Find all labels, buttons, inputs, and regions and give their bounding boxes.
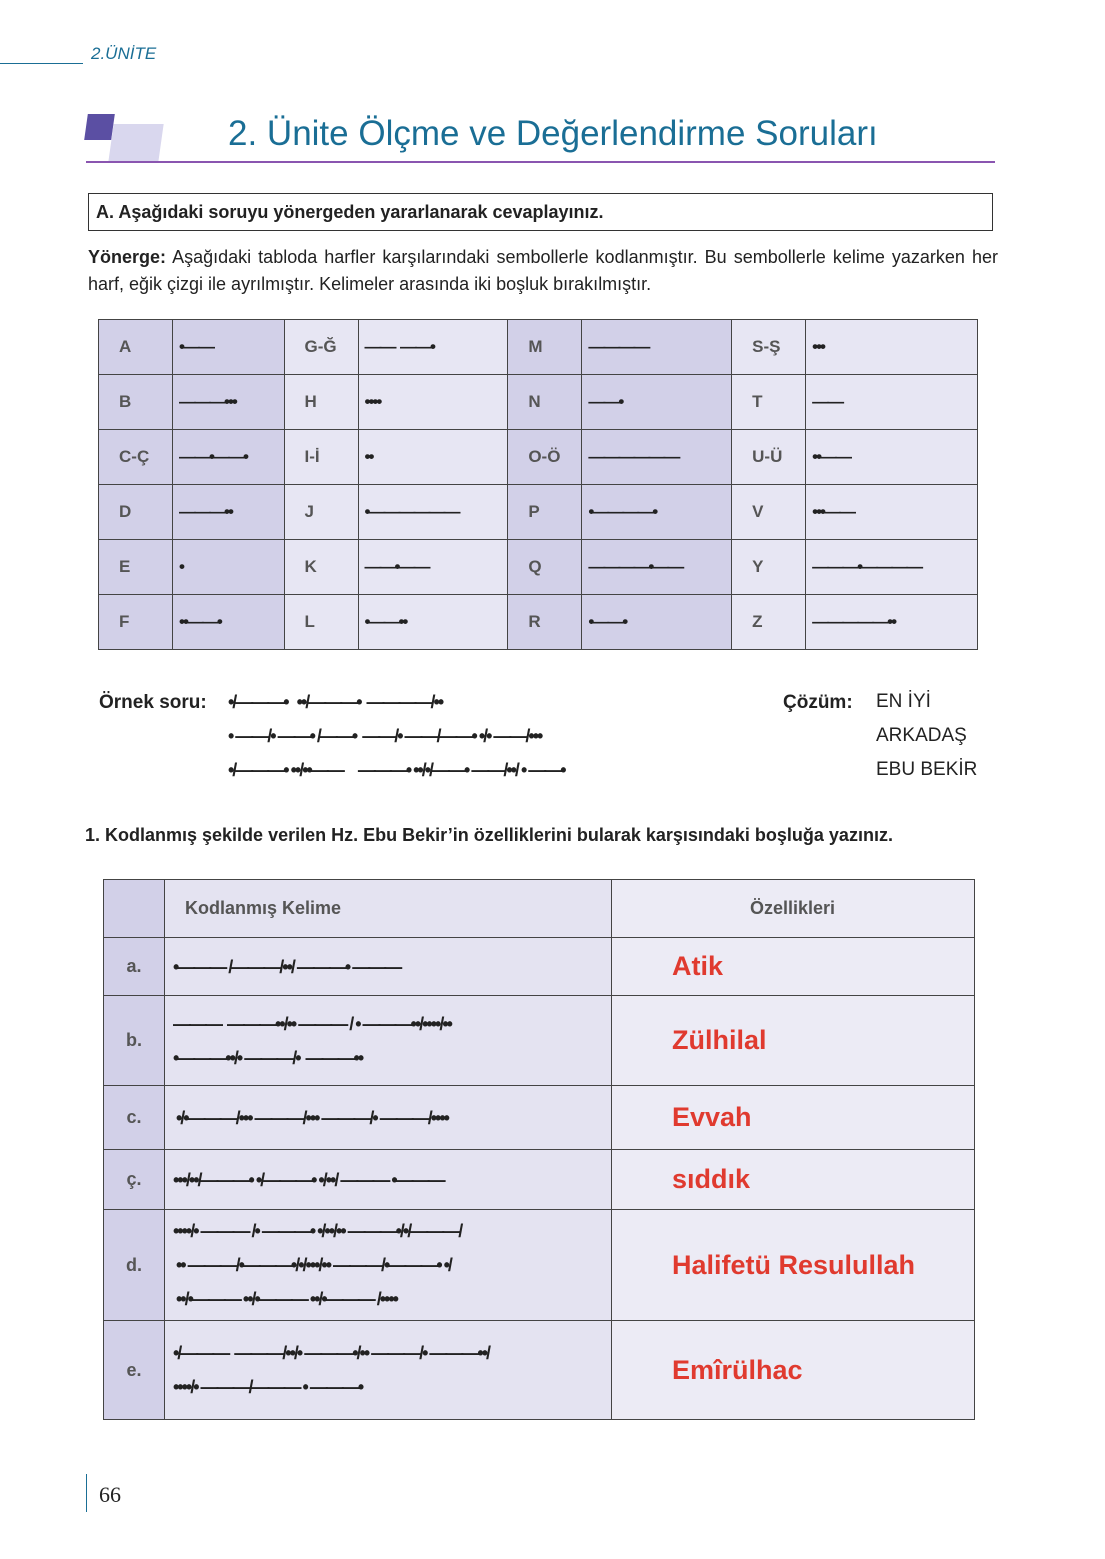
symbol-cell: —————— [582, 430, 732, 485]
letter-cell: B [99, 375, 173, 430]
page-number: 66 [99, 1482, 121, 1507]
letter-cell: U-Ü [732, 430, 806, 485]
symbol-cell: ———•• [173, 485, 285, 540]
table-row [104, 1086, 975, 1150]
coded-line: ••••/• ——— /• ———• •/••/•• ———•/•/———/ [173, 1221, 462, 1241]
coded-line: •———••/• ———/• ———•• [173, 1047, 363, 1068]
coded-line: ••/•——— ••/•——— ••/•——— /•••• [173, 1289, 397, 1309]
answer-cell[interactable]: Atik [612, 938, 975, 996]
example-code-line: •/———• ••/••—— ———• ••/•/——• ——/••/ • ——• [228, 760, 565, 780]
example-code-line: •/———• ••/———• ————/•• [228, 692, 443, 712]
symbol-cell: •• [358, 430, 508, 485]
letter-cell: I-İ [284, 430, 358, 485]
header-features: Özellikleri [612, 880, 975, 938]
letter-cell: C-Ç [99, 430, 173, 485]
solution-word: ARKADAŞ [876, 725, 967, 746]
symbol-cell: •—— [173, 320, 285, 375]
code-row [99, 595, 978, 650]
letter-cell: S-Ş [732, 320, 806, 375]
answer-cell[interactable]: Emîrülhac [612, 1321, 975, 1420]
coded-word-cell [165, 1086, 612, 1150]
letter-cell: V [732, 485, 806, 540]
table-row [104, 938, 975, 996]
letter-cell: P [508, 485, 582, 540]
symbol-cell: ——•—— [358, 540, 508, 595]
symbol-cell: ••• [806, 320, 978, 375]
section-a-instruction: A. Aşağıdaki soruyu yönergeden yararlanarak cevaplayınız. [88, 193, 993, 231]
symbol-cell: • [173, 540, 285, 595]
coded-word-cell [165, 996, 612, 1086]
letter-cell: E [99, 540, 173, 595]
answer-cell[interactable]: Zülhilal [612, 996, 975, 1086]
coded-word-cell [165, 1321, 612, 1420]
row-label: e. [104, 1321, 165, 1420]
symbol-cell: •——• [582, 595, 732, 650]
letter-cell: G-Ğ [284, 320, 358, 375]
coded-line: •• ———/•———•/•/•••/•• ———/•———• •/ [173, 1255, 451, 1275]
letter-cell: L [284, 595, 358, 650]
symbol-cell: •——•• [358, 595, 508, 650]
solution-word: EBU BEKİR [876, 759, 978, 780]
symbol-cell: ———••• [173, 375, 285, 430]
symbol-cell: ——•——• [173, 430, 285, 485]
symbol-cell: ——• [582, 375, 732, 430]
letter-cell: M [508, 320, 582, 375]
page-title: 2. Ünite Ölçme ve Değerlendirme Soruları [228, 114, 878, 153]
letter-cell: F [99, 595, 173, 650]
table-row [104, 1210, 975, 1321]
symbol-cell: ———— [582, 320, 732, 375]
coded-line: •——— /———/••/ ———• ——— [173, 956, 401, 977]
coded-line: ••••/• ———/——— • ———• [173, 1377, 363, 1397]
symbol-cell: —— [806, 375, 978, 430]
table-row [104, 996, 975, 1086]
symbol-cell: •••—— [806, 485, 978, 540]
symbol-cell: —— ——• [358, 320, 508, 375]
symbol-cell: —————•• [806, 595, 978, 650]
symbol-cell: •—————— [358, 485, 508, 540]
letter-cell: Z [732, 595, 806, 650]
solution-label: Çözüm: [783, 692, 853, 713]
answer-table [103, 879, 975, 1420]
letter-cell: N [508, 375, 582, 430]
row-label: c. [104, 1086, 165, 1150]
code-row [99, 485, 978, 540]
symbol-cell: ••——• [173, 595, 285, 650]
table-row [104, 1150, 975, 1210]
symbol-cell: ••—— [806, 430, 978, 485]
row-label: b. [104, 996, 165, 1086]
letter-cell: T [732, 375, 806, 430]
symbol-cell: •————• [582, 485, 732, 540]
letter-cell: Q [508, 540, 582, 595]
header-coded-word: Kodlanmış Kelime [165, 880, 612, 938]
answer-cell[interactable]: Evvah [612, 1086, 975, 1150]
unit-label: 2.ÜNİTE [91, 44, 157, 63]
coded-line: •••/••/———• •/———• •/••/ ——— •——— [173, 1169, 444, 1190]
title-rule [86, 161, 995, 163]
letter-cell: H [284, 375, 358, 430]
letter-cell: O-Ö [508, 430, 582, 485]
directive [88, 244, 998, 298]
row-label: a. [104, 938, 165, 996]
letter-cell: R [508, 595, 582, 650]
question-1: 1. Kodlanmış şekilde verilen Hz. Ebu Bekir’in özelliklerini bularak karşısındaki boşluğa yazınız. [85, 825, 893, 845]
answer-cell[interactable]: sıddık [612, 1150, 975, 1210]
row-label: d. [104, 1210, 165, 1321]
coded-line: ——— ———••/•• ——— / • ———••/••••/•• [173, 1013, 451, 1034]
directive-label: Yönerge: [88, 247, 167, 267]
letter-cell: K [284, 540, 358, 595]
letter-cell: A [99, 320, 173, 375]
letter-cell: Y [732, 540, 806, 595]
directive-text: Aşağıdaki tabloda harfler karşılarındaki sembollerle kodlanmıştır. Bu sembollerle kelime yazarken her harf, eğik çizgi ile ayrılmıştır. Kelimeler arasında iki boşluk bırakılmıştır. [88, 247, 998, 294]
code-table [98, 319, 978, 650]
coded-word-cell [165, 938, 612, 996]
letter-cell: D [99, 485, 173, 540]
symbol-cell: ———•———— [806, 540, 978, 595]
symbol-cell: ————•—— [582, 540, 732, 595]
letter-cell: J [284, 485, 358, 540]
page-number-rule [86, 1474, 87, 1512]
example-label: Örnek soru: [99, 692, 207, 713]
code-row [99, 540, 978, 595]
row-label: ç. [104, 1150, 165, 1210]
coded-word-cell [165, 1150, 612, 1210]
title-decoration-dark [84, 114, 115, 140]
coded-word-cell [165, 1210, 612, 1321]
code-row [99, 430, 978, 485]
example-code-line: • ——/• ——• /——• ——/• ——/——• •/• ——/••• [228, 726, 542, 746]
header-blank [104, 880, 165, 938]
symbol-cell: •••• [358, 375, 508, 430]
coded-line: •/——— ———/••/• ———•/•• ———/• ———••/ [173, 1343, 490, 1363]
title-decoration-light [108, 124, 163, 162]
solution-word: EN İYİ [876, 691, 931, 712]
table-header-row [104, 880, 975, 938]
code-row [99, 320, 978, 375]
code-row [99, 375, 978, 430]
header-rule [0, 63, 83, 64]
coded-line: •/•———/••• ———/••• ———/• ———/•••• [173, 1107, 448, 1128]
table-row [104, 1321, 975, 1420]
answer-cell[interactable]: Halifetü Resulullah [612, 1210, 975, 1321]
